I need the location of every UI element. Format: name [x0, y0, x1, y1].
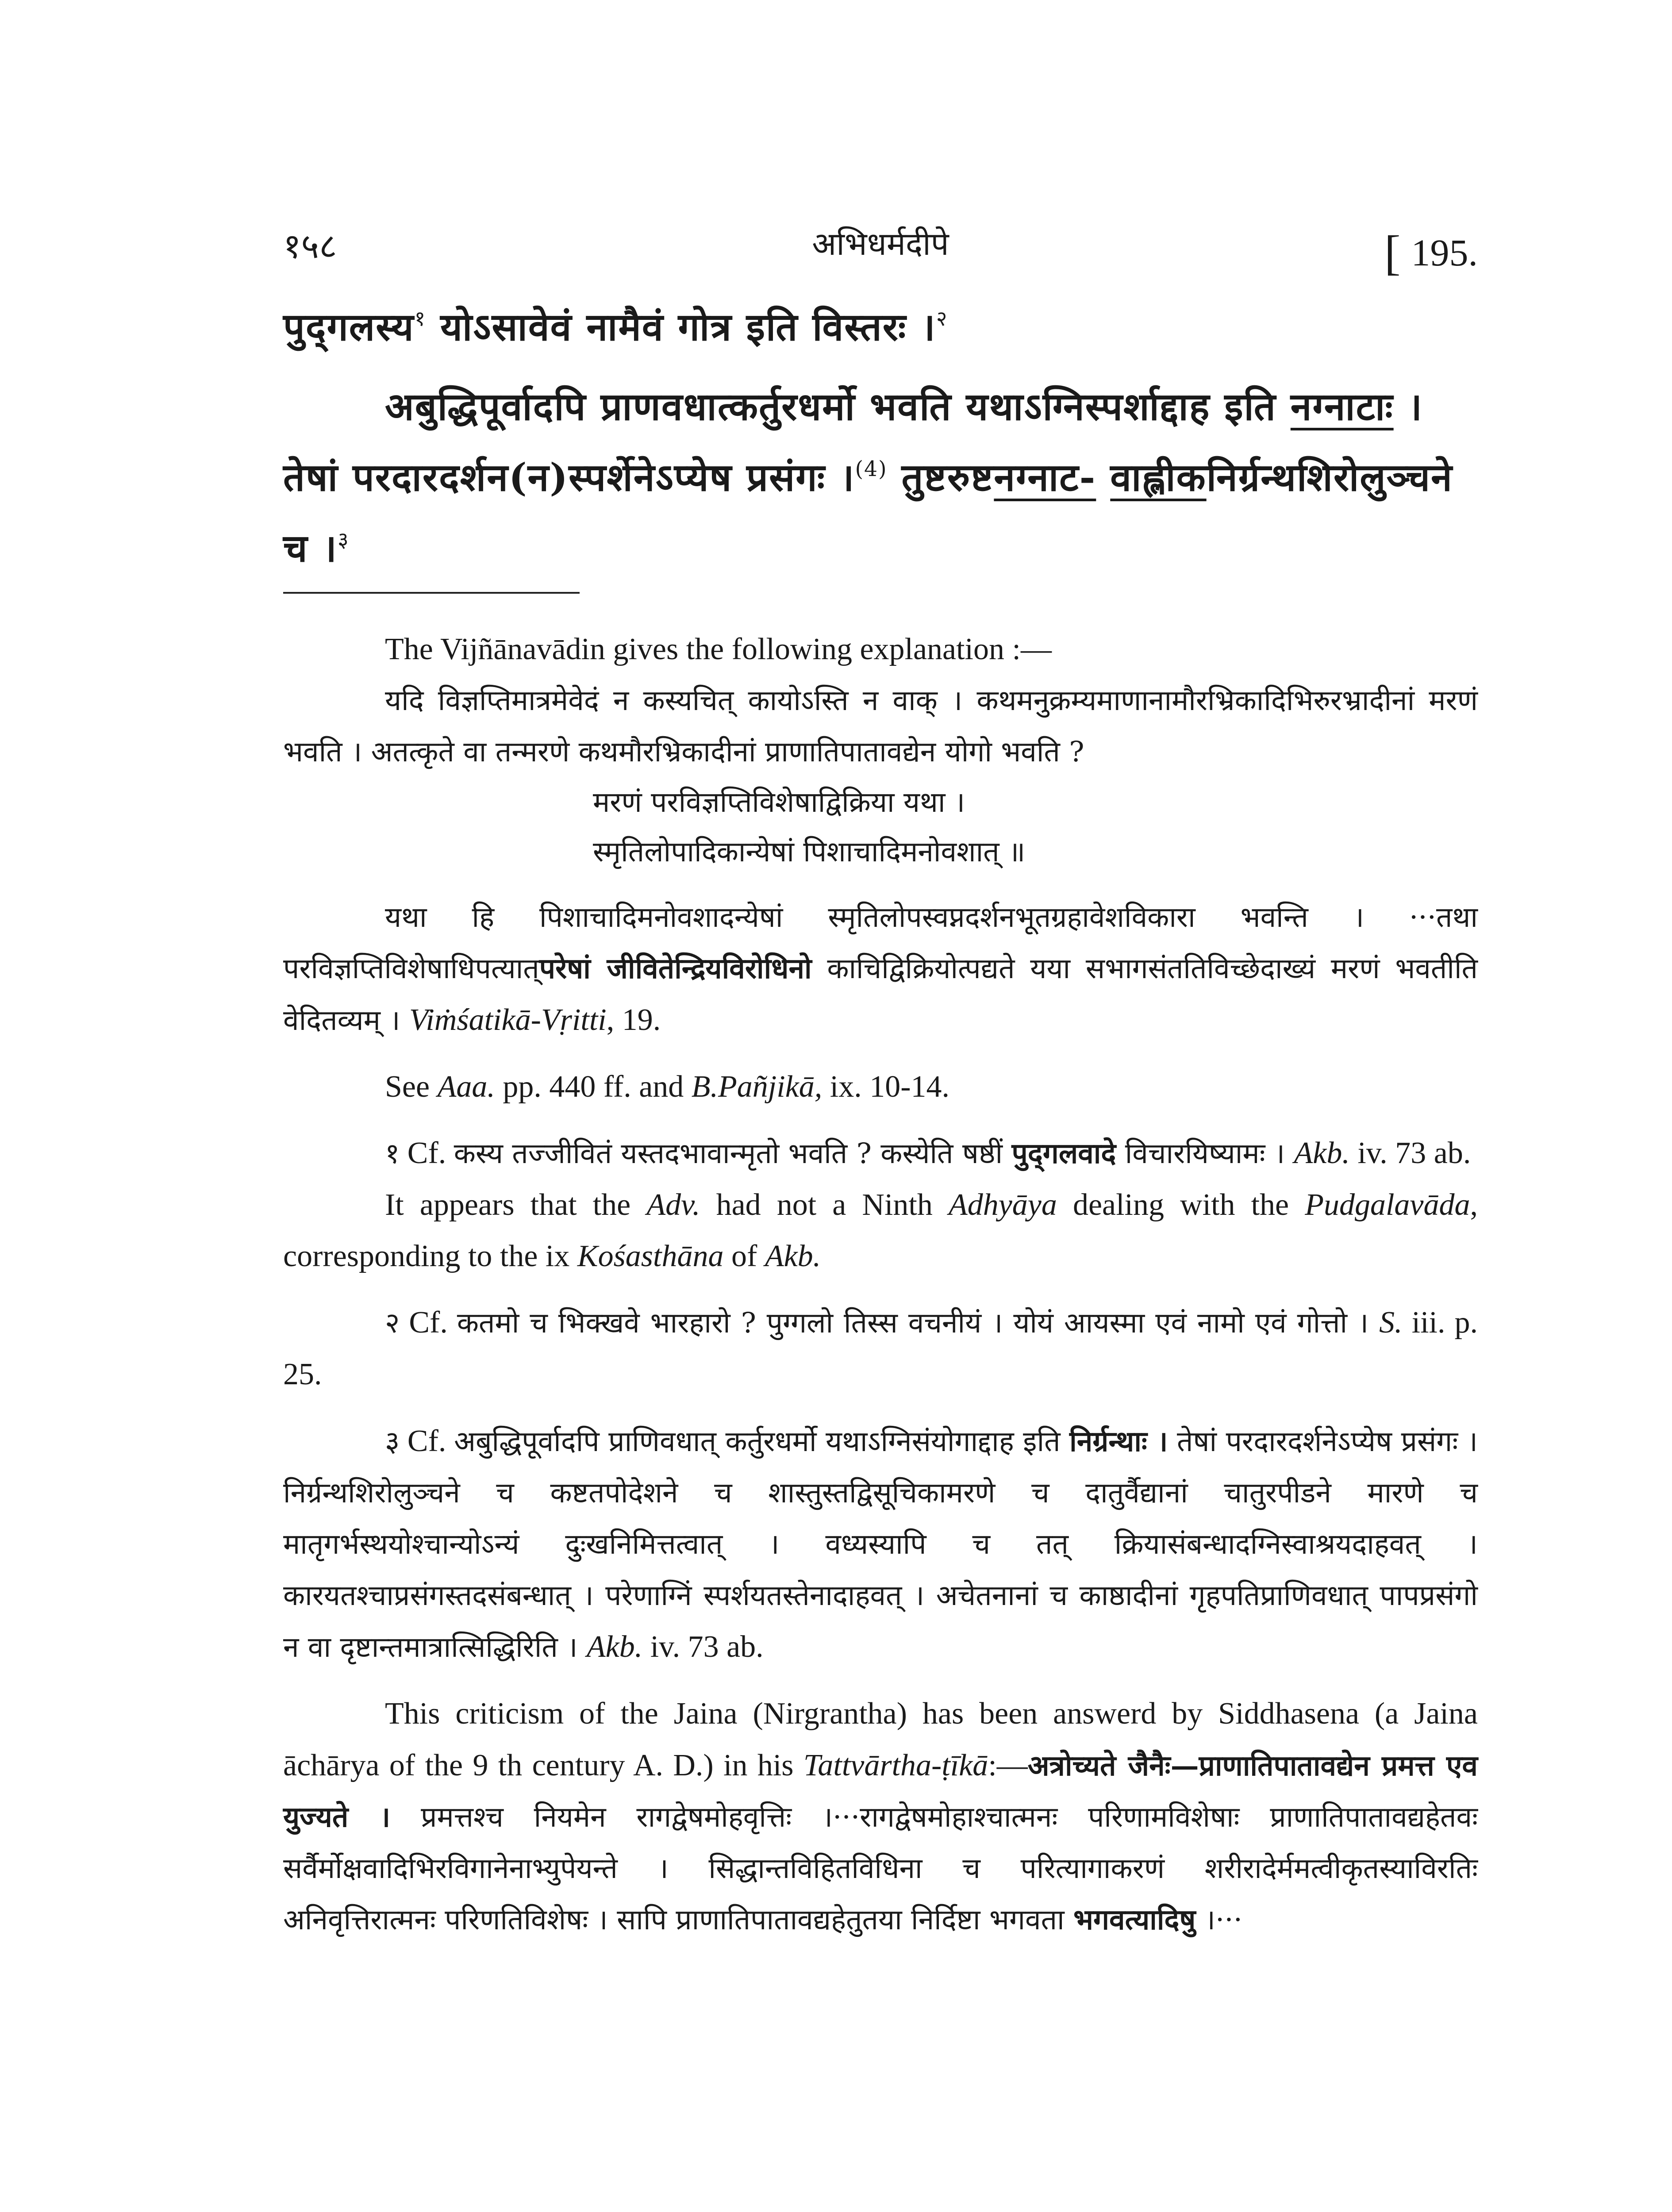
verse-line-2: स्मृतिलोपादिकान्येषां पिशाचादिमनोवशात् ॥ — [593, 836, 1026, 868]
footnote-marker-1: १ — [414, 306, 427, 331]
underlined-term: नग्नाटाः — [1290, 384, 1394, 429]
verse-line-1: मरणं परविज्ञप्तिविशेषाद्विक्रिया यथा । — [593, 786, 965, 819]
underlined-term: नग्नाट- — [994, 455, 1096, 500]
running-title: अभिधर्मदीपे — [812, 225, 949, 262]
footnotes — [283, 624, 1478, 1946]
page-header — [283, 221, 1478, 283]
vijnanavadin-intro: The Vijñānavādin gives the following explanation :— — [385, 632, 1052, 666]
main-text — [283, 292, 1478, 584]
yatha-paragraph: यथा हि पिशाचादिमनोवशादन्येषां स्मृतिलोपस्वप्नदर्शनभूतग्रहावेशविकारा भवन्ति । ···तथा परविज्ञप्तिविशेषाधिपत्यात्परेषां जीवितेन्द्रियविरोधिनो काचिद्विक्रियोत्पद्यते यया सभागसंततिविच्छेदाख्यं मरणं भवतीति वेदितव्यम् । Viṁśatikā-Vṛitti, 19. — [283, 901, 1478, 1037]
footnote-marker-3: ३ — [338, 527, 350, 552]
page-number: १५८ — [283, 227, 337, 266]
verse-reference: [ 195. — [1384, 226, 1478, 280]
vijnanavadin-quote: यदि विज्ञप्तिमात्रमेवेदं न कस्यचित् कायोऽस्ति न वाक् । कथमनुक्रम्यमाणानामौरभ्रिकादिभिरुरभ्रादीनां मरणं भवति । अतत्कृते वा तन्मरणे कथमौरभ्रिकादीनां प्राणातिपातावद्येन योगो भवति ? — [283, 684, 1478, 768]
footnote-3: ३ Cf. अबुद्धिपूर्वादपि प्राणिवधात् कर्तुरधर्मो यथाऽग्निसंयोगाद्दाह इति निर्ग्रन्थाः । तेषां परदारदर्शनेऽप्येष प्रसंगः । निर्ग्रन्थशिरोलुञ्चने च कष्टतपोदेशने च शास्तुस्तद्विसूचिकामरणे च दातुर्वैद्यानां चातुरपीडने मारणे च मातृगर्भस्थयोश्चान्योऽन्यं दुःखनिमित्तत्वात् । वध्यस्यापि च तत् क्रियासंबन्धादग्निस्वाश्रयदाहवत् । कारयतश्चाप्रसंगस्तदसंबन्धात् । परेणाग्निं स्पर्शयतस्तेनादाहवत् । अचेतनानां च काष्ठादीनां गृहपतिप्राणिवधात् पापप्रसंगो न वा दृष्टान्तमात्रात्सिद्धिरिति । Akb. iv. 73 ab. — [283, 1424, 1478, 1664]
main-line-1: पुद्‌गलस्य$^१$ योऽसावेवं नामैवं गोत्र इति विस्तरः ।$^२$ — [283, 305, 948, 349]
vimsatika-reference: Viṁśatikā-Vṛitti — [409, 1003, 607, 1037]
appears-note: It appears that the Adv. had not a Ninth Adhyāya dealing with the Pudgalavāda, corresponding to the ix Kośasthāna of Akb. — [283, 1188, 1478, 1273]
paren-marker-4: (4) — [855, 457, 888, 481]
footnote-divider — [283, 592, 580, 594]
see-reference: See Aaa. pp. 440 ff. and B.Pañjikā, ix. 10-14. — [385, 1070, 950, 1104]
footnote-1: १ Cf. कस्य तज्जीवितं यस्तदभावान्मृतो भवति ? कस्येति षष्ठीं पुद्‌गलवादे विचारयिष्यामः । Akb. iv. 73 ab. — [385, 1136, 1471, 1170]
footnote-marker-2: २ — [936, 306, 948, 331]
main-paragraph-2: अबुद्धिपूर्वादपि प्राणवधात्कर्तुरधर्मो भवति यथाऽग्निस्पर्शाद्दाह इति नग्नाटाः । तेषां परदारदर्शन(न)स्पर्शेनेऽप्येष प्रसंगः ।$^{(4)}$ तुष्टरुष्टनग्नाट- वाह्लीकनिर्ग्रन्थशिरोलुञ्चने च ।$^३$ — [283, 384, 1453, 571]
verse-number: 195. — [1411, 231, 1478, 274]
footnote-2: २ Cf. कतमो च भिक्खवे भारहारो ? पुग्गलो तिस्स वचनीयं । योयं आयस्मा एवं नामो एवं गोत्तो । S. iii. p. 25. — [283, 1306, 1478, 1391]
criticism-note: This criticism of the Jaina (Nirgrantha) has been answerd by Siddhasena (a Jaina āchārya of the 9 th century A. D.) in his Tattvārtha-ṭīkā:—अत्रोच्यते जैनैः—प्राणातिपातावद्येन प्रमत्त एव युज्यते । प्रमत्तश्च नियमेन रागद्वेषमोहवृत्तिः ।···रागद्वेषमोहाश्चात्मनः परिणामविशेषाः प्राणातिपातावद्यहेतवः सर्वैर्मोक्षवादिभिरविगानेनाभ्युपेयन्ते । सिद्धान्तविहितविधिना च परित्यागाकरणं शरीरादेर्ममत्वीकृतस्याविरतिः अनिवृत्तिरात्मनः परिणतिविशेषः । सापि प्राणातिपातावद्यहेतुतया निर्दिष्टा भगवता भगवत्यादिषु ।··· — [283, 1697, 1478, 1936]
underlined-term: वाह्लीक — [1110, 455, 1207, 500]
